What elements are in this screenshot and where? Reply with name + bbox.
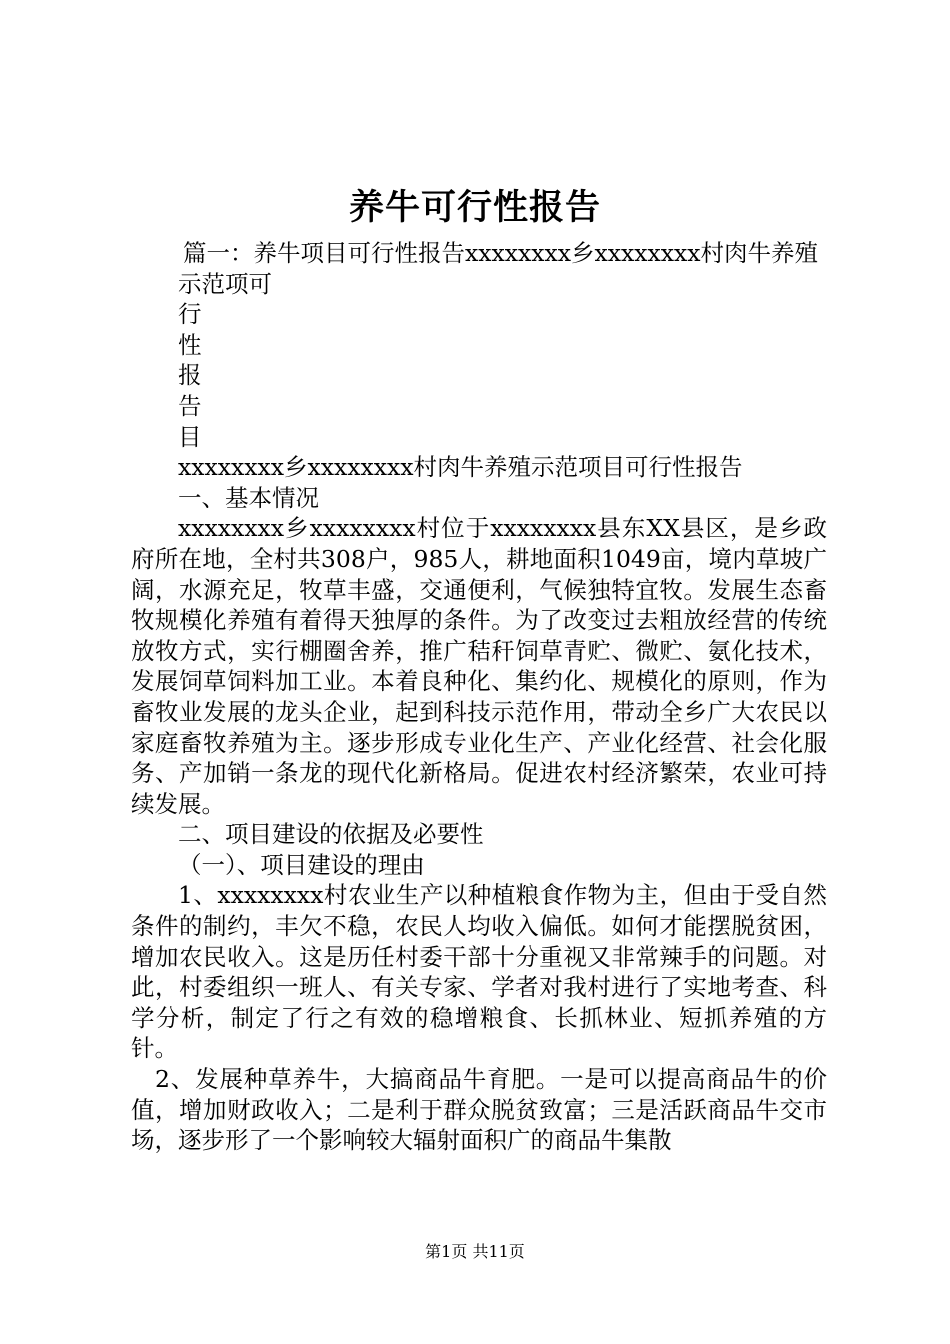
paragraph-toc-line: 目 xyxy=(178,422,202,451)
paragraph-toc-line: 告 xyxy=(178,391,202,420)
paragraph-basic-info: xxxxxxxx乡xxxxxxxx村位于xxxxxxxx县东XX县区，是乡政府所在地，全村共308户，985人，耕地面积1049亩，境内草坡广阔，水源充足，牧草丰盛，交通便利，气候独特宜牧。发展生态畜牧规模化养殖有着得天独厚的条件。为了改变过去粗放经营的传统放牧方式，实行棚圈舍养，推广秸秆饲草青贮、微贮、氨化技术，发展饲草饲料加工业。本着良种化、集约化、规模化的原则，作为畜牧业发展的龙头企业，起到科技示范作用，带动全乡广大农民以家庭畜牧养殖为主。逐步形成专业化生产、产业化经营、社会化服务、产加销一条龙的现代化新格局。促进农村经济繁荣，农业可持续发展。 xyxy=(131,514,827,818)
paragraph-reason-1: 1、xxxxxxxx村农业生产以种植粮食作物为主，但由于受自然条件的制约，丰欠不稳，农民人均收入偏低。如何才能摆脱贫困，增加农民收入。这是历任村委干部十分重视又非常辣手的问题。对此，村委组织一班人、有关专家、学者对我村进行了实地考查、科学分析，制定了行之有效的稳增粮食、长抓林业、短抓养殖的方针。 xyxy=(131,881,827,1063)
section-heading-basic-info: 一、基本情况 xyxy=(178,483,319,512)
paragraph-toc-line: 报 xyxy=(178,361,202,390)
paragraph-report-title: xxxxxxxx乡xxxxxxxx村肉牛养殖示范项目可行性报告 xyxy=(178,453,743,482)
paragraph-toc-line: 示范项可 xyxy=(178,269,272,298)
document-title: 养牛可行性报告 xyxy=(348,187,601,228)
section-heading-basis-necessity: 二、项目建设的依据及必要性 xyxy=(178,820,484,849)
paragraph-reason-2: 2、发展种草养牛，大搞商品牛育肥。一是可以提高商品牛的价值，增加财政收入；二是利于群众脱贫致富；三是活跃商品牛交市场，逐步形了一个影响较大辐射面积广的商品牛集散 xyxy=(131,1065,827,1155)
subsection-heading-reasons: （一）、项目建设的理由 xyxy=(178,850,425,879)
page-footer: 第1页 共11页 xyxy=(425,1242,525,1261)
paragraph-toc-line: 行 xyxy=(178,300,202,329)
paragraph-toc-line: 性 xyxy=(178,330,202,359)
paragraph-article-heading: 篇一：养牛项目可行性报告xxxxxxxx乡xxxxxxxx村肉牛养殖 xyxy=(183,239,819,267)
document-body xyxy=(131,238,827,1156)
